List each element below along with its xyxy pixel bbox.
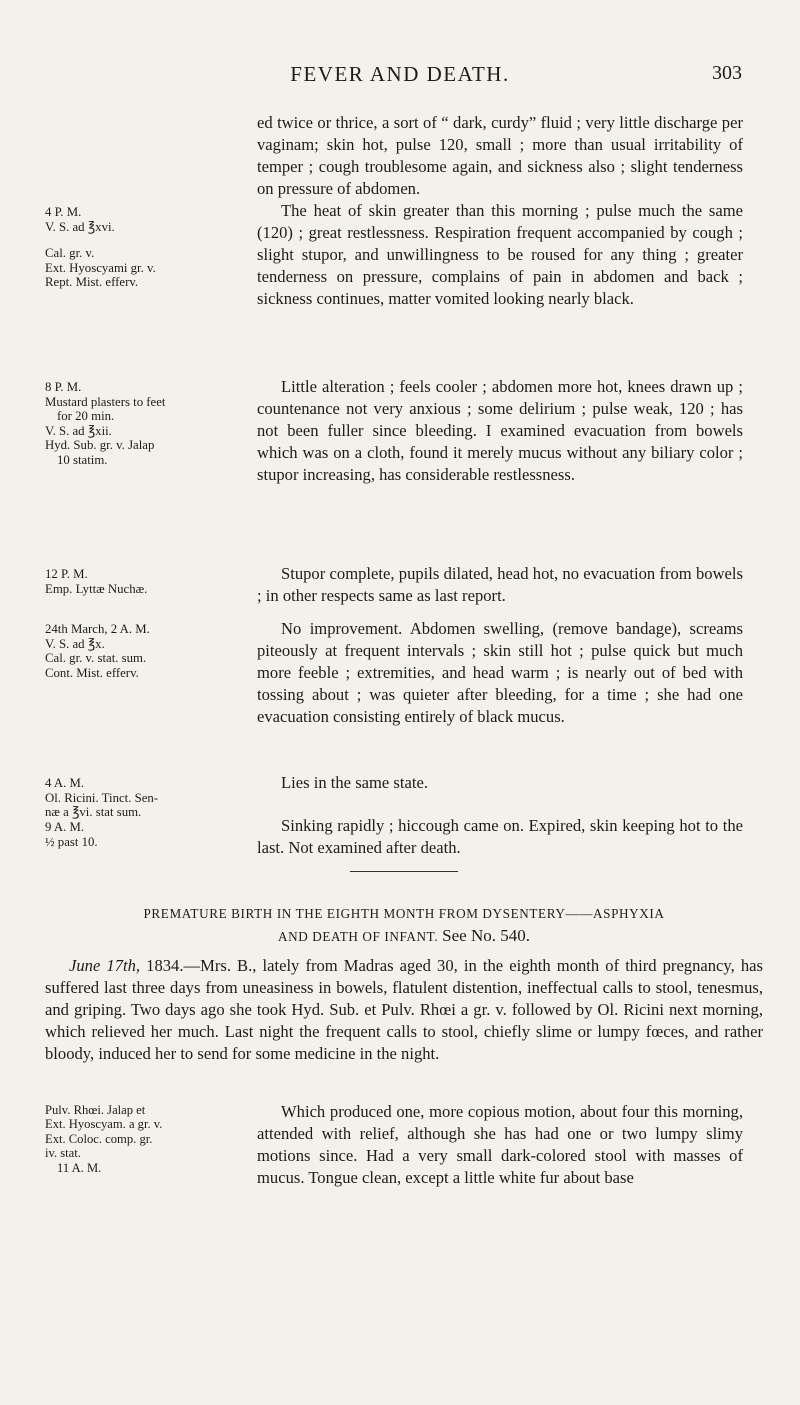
- case-text: 1834.—Mrs. B., lately from Madras aged 30, in the eighth month of third pregnancy, has suffered last three days from uneasiness in bowels, flatulent distention, ineffectual calls to stool, tenesmus, and griping. Two days ago she took Hyd. Sub. et Pulv. Rhœi a gr. v. followed by Ol. Ricini next morning, which relieved her much. Last night the frequent calls to stool, chiefly slime or lumpy fœces, and rather bloody, induced her to send for some medicine in the night.: [45, 956, 763, 1063]
- prescription-line: for 20 min.: [57, 409, 115, 424]
- margin-note: [45, 567, 245, 596]
- time-label: 9 A. M.: [45, 820, 85, 834]
- time-label: 8 P. M.: [45, 380, 82, 394]
- time-label: 12 P. M.: [45, 567, 88, 581]
- margin-note: [45, 205, 245, 290]
- prescription-line: Ext. Hyoscyam. a gr. v.: [45, 1117, 163, 1132]
- date-label: 24th March, 2 A. M.: [45, 622, 150, 636]
- prescription-line: 10 statim.: [57, 452, 108, 467]
- margin-note: [45, 820, 245, 849]
- prescription-line: Pulv. Rhœi. Jalap et: [45, 1103, 146, 1117]
- spacer: [45, 234, 245, 246]
- running-title: FEVER AND DEATH.: [290, 62, 510, 86]
- prescription-line: Ext. Hyoscyami gr. v.: [45, 260, 156, 275]
- prescription-line: Cal. gr. v. stat. sum.: [45, 651, 147, 666]
- prescription-line: næ a ℥vi. stat sum.: [45, 805, 142, 820]
- see-reference: See No. 540.: [442, 926, 530, 945]
- entry-text: Lies in the same state.: [281, 773, 428, 792]
- entry-text: Which produced one, more copious motion, about four this morning, attended with relief, although she has had one or two lumpy slimy motions since. Had a very small dark-colored stool with masses of mucus. Tongue clean, except a little white fur about base: [257, 1102, 743, 1187]
- time-label: ½ past 10.: [45, 834, 98, 849]
- prescription-line: Hyd. Sub. gr. v. Jalap: [45, 438, 155, 453]
- entry-text: The heat of skin greater than this morning ; pulse much the same (120) ; great restlessness. Respiration frequent accompanied by cough ; slight stupor, and unwillingness to be roused for any thing ; greater tenderness on pressure, complains of pain in abdomen and back ; sickness continues, matter vomited looking nearly black.: [257, 201, 743, 308]
- entry-text: No improvement. Abdomen swelling, (remove bandage), screams piteously at frequent intervals ; skin still hot ; pulse quick but much more feeble ; extremities, and head warm ; is nearly out of bed with tossing about ; was quieter after bleeding, for a time ; she had one evacuation consisting entirely of black mucus.: [257, 619, 743, 726]
- entry-text: ed twice or thrice, a sort of “ dark, curdy” fluid ; very little discharge per vaginam; skin hot, pulse 120, small ; more than usual irritability of temper ; cough troublesome again, and sickness also ; slight tenderness on pressure of abdomen.: [257, 113, 743, 198]
- prescription-line: Ext. Coloc. comp. gr.: [45, 1131, 153, 1146]
- time-label: 4 P. M.: [45, 205, 82, 219]
- page-header: [0, 62, 800, 92]
- margin-note: [45, 776, 245, 820]
- heading-line: AND DEATH OF INFANT.: [278, 929, 439, 944]
- prescription-line: V. S. ad ℥xvi.: [45, 219, 115, 234]
- section-heading: [45, 903, 763, 948]
- heading-line: PREMATURE BIRTH IN THE EIGHTH MONTH FROM DYSENTERY——ASPHYXIA: [143, 906, 665, 921]
- prescription-line: V. S. ad ℥xii.: [45, 423, 112, 438]
- entry-text: Little alteration ; feels cooler ; abdomen more hot, knees drawn up ; countenance not very anxious ; some delirium ; pulse weak, 120 ; has not been fuller since bleeding. I examined evacuation from bowels which was on a cloth, found it merely mucus without any biliary color ; stupor increasing, has considerable restlessness.: [257, 377, 743, 484]
- margin-note: [45, 622, 245, 680]
- prescription-line: Mustard plasters to feet: [45, 394, 166, 409]
- margin-note: [45, 380, 245, 468]
- time-label: 11 A. M.: [57, 1160, 102, 1175]
- case-date: June 17th,: [69, 956, 141, 975]
- section-divider: [350, 871, 458, 872]
- prescription-line: Cont. Mist. efferv.: [45, 665, 139, 680]
- prescription-line: Cal. gr. v.: [45, 246, 95, 261]
- entry-text: Sinking rapidly ; hiccough came on. Expired, skin keeping hot to the last. Not examined after death.: [257, 816, 743, 857]
- page-number: 303: [712, 62, 742, 84]
- prescription-line: Rept. Mist. efferv.: [45, 275, 139, 290]
- prescription-line: Emp. Lyttæ Nuchæ.: [45, 581, 148, 596]
- heading-line-2: [45, 925, 763, 948]
- margin-note: [45, 1103, 245, 1175]
- prescription-line: iv. stat.: [45, 1146, 81, 1161]
- prescription-line: Ol. Ricini. Tinct. Sen-: [45, 790, 159, 805]
- prescription-line: V. S. ad ℥x.: [45, 636, 105, 651]
- entry-text: Stupor complete, pupils dilated, head hot, no evacuation from bowels ; in other respects same as last report.: [257, 564, 743, 605]
- time-label: 4 A. M.: [45, 776, 85, 790]
- case-paragraph: [45, 955, 763, 1065]
